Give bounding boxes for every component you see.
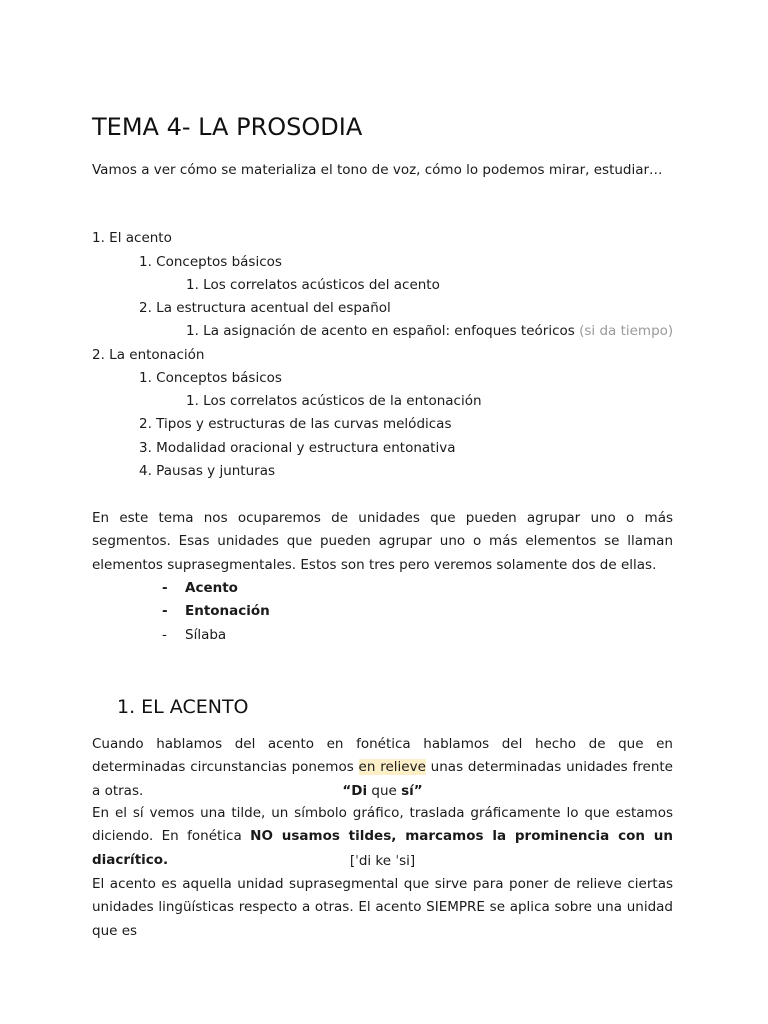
outline-item-1-1: 1. Conceptos básicos [139,254,282,270]
outline-item-2-3: 3. Modalidad oracional y estructura entonativa [139,440,456,456]
outline-item-1-2-1 [186,321,673,341]
section-heading: 1. EL ACENTO [117,696,249,718]
bullet-dash: - [162,627,167,643]
example-que: que [367,783,402,799]
example-si: sí [401,783,414,799]
close-quote: ” [413,783,423,799]
acento-text-end: unas determinadas unidades frente a otras. [92,759,673,799]
units-paragraph: En este tema nos ocuparemos de unidades que pueden agrupar uno o más segmentos. Esas unidades que pueden agrupar uno o más elementos se llaman elementos suprasegmentales. Estos son tres pero veremos solamente dos de ellas. [92,510,673,573]
bullet-dash: - [162,603,168,619]
bullet-dash: - [162,580,168,596]
highlighted-text: en relieve [358,759,426,776]
definition-paragraph: El acento es aquella unidad suprasegmental que sirve para poner de relieve ciertas unidades lingüísticas respecto a otras. El acento SIEMPRE se aplica sobre una unidad que es [92,876,673,939]
outline-item-2-2: 2. Tipos y estructuras de las curvas melódicas [139,416,452,432]
tilde-text: En el sí vemos una tilde, un símbolo gráfico, traslada gráficamente lo que estamos diciendo. En fonética [92,805,673,845]
outline-item-1-2-1-label: 1. La asignación de acento en español: enfoques teóricos [186,323,575,339]
outline-item-1-2: 2. La estructura acentual del español [139,300,391,316]
open-quote: “ [342,783,352,799]
acento-text-start: Cuando hablamos del acento en fonética hablamos del hecho de que en determinadas circunstancias ponemos [92,736,673,776]
optional-note: (si da tiempo) [579,323,674,339]
outline-item-1: 1. El acento [92,230,172,246]
outline-item-1-1-1: 1. Los correlatos acústicos del acento [186,277,440,293]
bullet-acento: Acento [185,580,238,596]
intro-text: Vamos a ver cómo se materializa el tono de voz, cómo lo podemos mirar, estudiar… [92,162,663,178]
phonetic-transcription: [ˈdi ke ˈsi] [349,853,416,869]
example-di: Di [351,783,368,799]
example-phrase [92,781,673,801]
bullet-entonacion: Entonación [185,603,270,619]
page-title: TEMA 4- LA PROSODIA [92,113,363,141]
outline-item-2: 2. La entonación [92,347,205,363]
bullet-silaba: Sílaba [185,627,227,643]
outline-item-2-4: 4. Pausas y junturas [139,463,276,479]
outline-item-2-1-1: 1. Los correlatos acústicos de la entonación [186,393,482,409]
tilde-bold-text: NO usamos tildes, marcamos la prominencia con un diacrítico. [92,828,674,868]
outline-item-2-1: 1. Conceptos básicos [139,370,282,386]
